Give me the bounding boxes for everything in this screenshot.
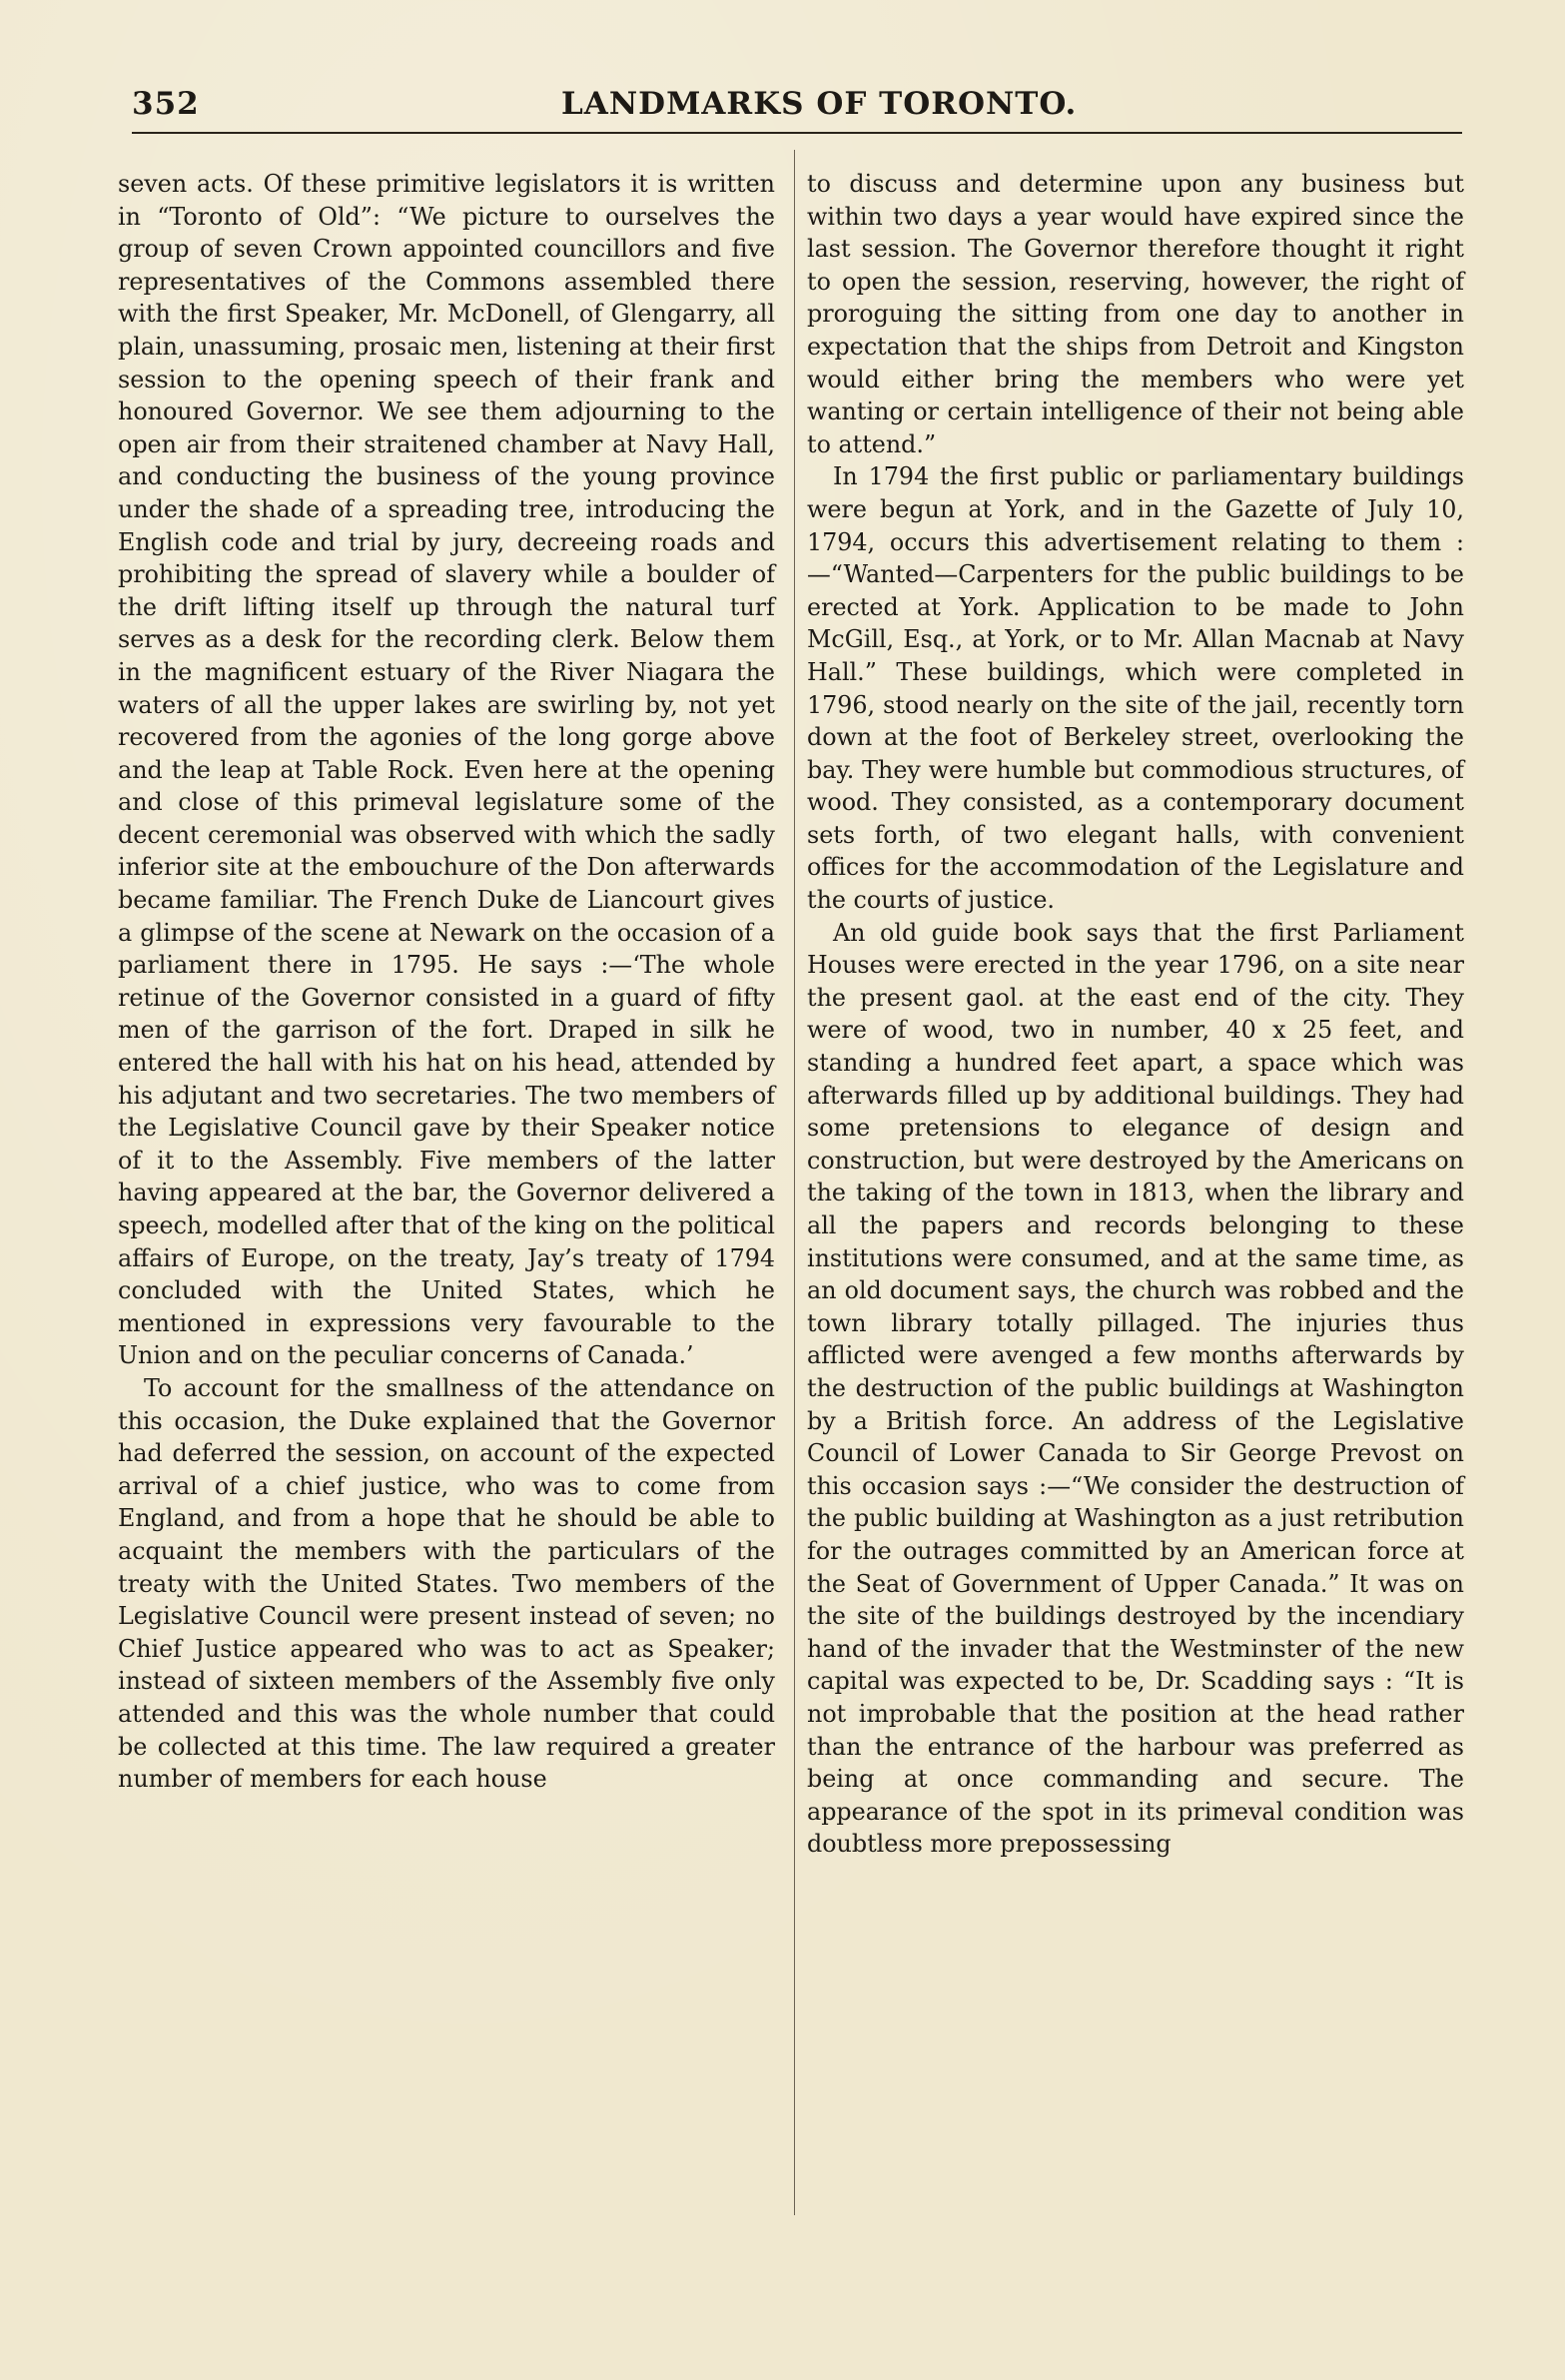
page-header (132, 84, 1462, 136)
left-column (118, 168, 775, 1796)
right-column (807, 168, 1464, 1861)
left-paragraph-1: seven acts. Of these primitive legislators it is written in “Toronto of Old”: “We picture to ourselves the group of seven Crown appointed councillors and five representatives of the Commons assembled there with the first Speaker, Mr. McDonell, of Glengarry, all plain, unassuming, prosaic men, listening at their first session to the opening speech of their frank and honoured Governor. We see them adjourning to the open air from their straitened chamber at Navy Hall, and conducting the business of the young province under the shade of a spreading tree, introducing the English code and trial by jury, decreeing roads and prohibiting the spread of slavery while a boulder of the drift lifting itself up through the natural turf serves as a desk for the recording clerk. Below them in the magnificent estuary of the River Niagara the waters of all the upper lakes are swirling by, not yet recovered from the agonies of the long gorge above and the leap at Table Rock. Even here at the opening and close of this primeval legislature some of the decent ceremonial was observed with which the sadly inferior site at the embouchure of the Don afterwards became familiar. The French Duke de Liancourt gives a glimpse of the scene at Newark on the occasion of a parliament there in 1795. He says :—‘The whole retinue of the Governor consisted in a guard of fifty men of the garrison of the fort. Draped in silk he entered the hall with his hat on his head, attended by his adjutant and two secretaries. The two members of the Legislative Council gave by their Speaker notice of it to the Assembly. Five members of the latter having appeared at the bar, the Governor delivered a speech, modelled after that of the king on the political affairs of Europe, on the treaty, Jay’s treaty of 1794 concluded with the United States, which he mentioned in expressions very favourable to the Union and on the peculiar concerns of Canada.’ (118, 170, 775, 1370)
page-number: 352 (132, 86, 200, 122)
right-paragraph-1: to discuss and determine upon any business but within two days a year would have expired since the last session. The Governor therefore thought it right to open the session, reserving, however, the right of proroguing the sitting from one day to another in expectation that the ships from Detroit and Kingston would either bring the members who were yet wanting or certain intelligence of their not being able to attend.” (807, 170, 1464, 458)
right-paragraph-3: An old guide book says that the first Parliament Houses were erected in the year 1796, on a site near the present gaol. at the east end of the city. They were of wood, two in number, 40 x 25 feet, and standing a hundred feet apart, a space which was afterwards filled up by additional buildings. They had some pretensions to elegance of design and construction, but were destroyed by the Americans on the taking of the town in 1813, when the library and all the papers and records belonging to these institutions were consumed, and at the same time, as an old document says, the church was robbed and the town library totally pillaged. The injuries thus afflicted were avenged a few months afterwards by the destruction of the public buildings at Washington by a British force. An address of the Legislative Council of Lower Canada to Sir George Prevost on this occasion says :—“We consider the destruction of the public building at Washington as a just retribution for the outrages committed by an American force at the Seat of Government of Upper Canada.” It was on the site of the buildings destroyed by the incendiary hand of the invader that the Westminster of the new capital was expected to be, Dr. Scadding says : “It is not improbable that the position at the head rather than the entrance of the harbour was preferred as being at once commanding and secure. The appearance of the spot in its primeval condition was doubtless more prepossessing (807, 918, 1464, 1859)
right-paragraph-2: In 1794 the first public or parliamentary buildings were begun at York, and in the Gazette of July 10, 1794, occurs this advertisement relating to them :—“Wanted—Carpenters for the public buildings to be erected at York. Application to be made to John McGill, Esq., at York, or to Mr. Allan Macnab at Navy Hall.” These buildings, which were completed in 1796, stood nearly on the site of the jail, recently torn down at the foot of Berkeley street, overlooking the bay. They were humble but commodious structures, of wood. They consisted, as a contemporary document sets forth, of two elegant halls, with convenient offices for the accommodation of the Legislature and the courts of justice. (807, 462, 1464, 915)
running-title: LANDMARKS OF TORONTO. (561, 86, 1078, 122)
left-paragraph-2: To account for the smallness of the attendance on this occasion, the Duke explained that the Governor had deferred the session, on account of the expected arrival of a chief justice, who was to come from England, and from a hope that he should be able to acquaint the members with the particulars of the treaty with the United States. Two members of the Legislative Council were present instead of seven; no Chief Justice appeared who was to act as Speaker; instead of sixteen members of the Assembly five only attended and this was the whole number that could be collected at this time. The law required a greater number of members for each house (118, 1373, 775, 1794)
header-rule (132, 132, 1462, 134)
column-divider (794, 150, 795, 2215)
